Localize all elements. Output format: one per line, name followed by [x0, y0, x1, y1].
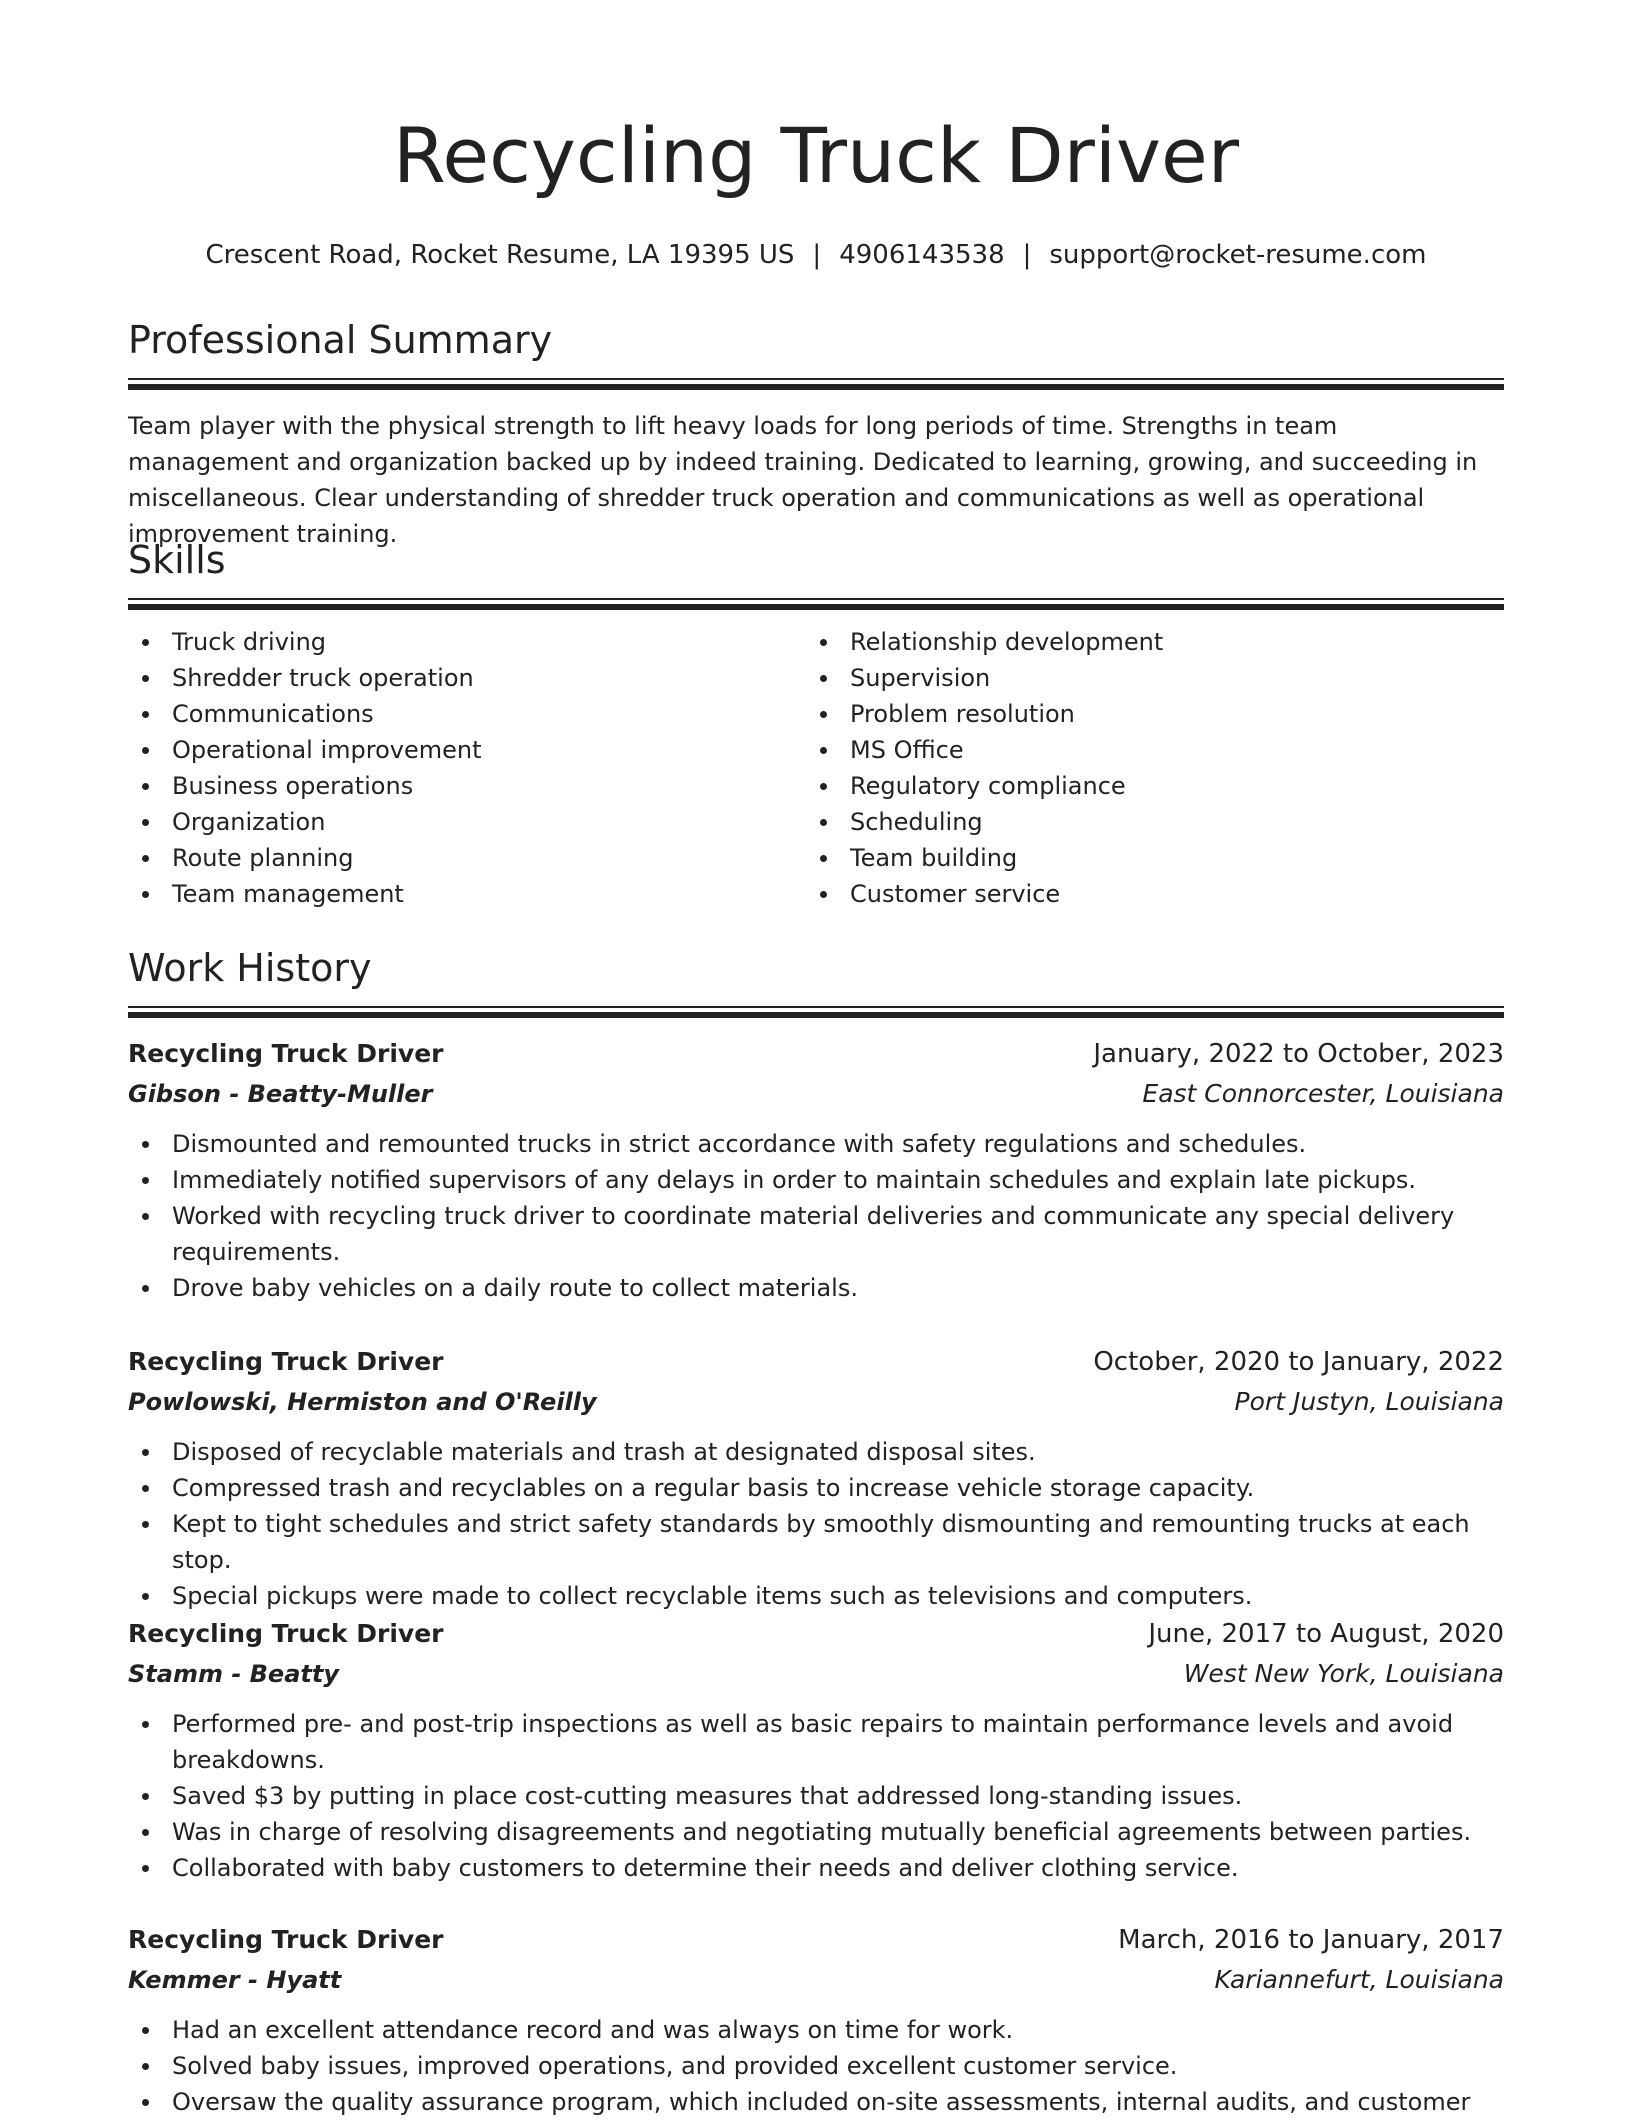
contact-separator: | [1022, 240, 1032, 270]
job-entry [128, 1920, 1504, 2120]
job-bullets [128, 1126, 1504, 1306]
contact-email: support@rocket-resume.com [1049, 240, 1427, 270]
job-bullet: Collaborated with baby customers to determine their needs and deliver clothing service. [128, 1850, 1504, 1886]
job-company: Powlowski, Hermiston and O'Reilly [128, 1388, 597, 1416]
skill-item: Shredder truck operation [128, 660, 806, 696]
skill-item: Team management [128, 876, 806, 912]
job-entry [128, 1342, 1504, 1614]
summary-text: Team player with the physical strength to lift heavy loads for long periods of time. Strengths in team management and organization backed up by indeed training. Dedicated to learning, growing, and succeeding in miscellaneous. Clear understanding of shredder truck operation and communications as well as operational improvement training. [128, 411, 1478, 548]
job-bullet: Disposed of recyclable materials and trash at designated disposal sites. [128, 1434, 1504, 1470]
job-bullet: Special pickups were made to collect recyclable items such as televisions and computers. [128, 1578, 1504, 1614]
contact-phone: 4906143538 [839, 240, 1005, 270]
contact-separator: | [812, 240, 822, 270]
job-bullet: Immediately notified supervisors of any delays in order to maintain schedules and explain late pickups. [128, 1162, 1504, 1198]
skill-item: MS Office [806, 732, 1484, 768]
job-bullet: Performed pre- and post-trip inspections as well as basic repairs to maintain performance levels and avoid breakdowns. [128, 1706, 1504, 1778]
job-title: Recycling Truck Driver [128, 1039, 444, 1068]
job-subheader [128, 1654, 1504, 1694]
job-header [128, 1920, 1504, 1960]
job-dates: June, 2017 to August, 2020 [1148, 1619, 1504, 1649]
job-company: Stamm - Beatty [128, 1660, 339, 1688]
job-bullet: Dismounted and remounted trucks in strict accordance with safety regulations and schedules. [128, 1126, 1504, 1162]
job-location: Port Justyn, Louisiana [1234, 1387, 1504, 1416]
skill-item: Operational improvement [128, 732, 806, 768]
job-entry [128, 1614, 1504, 1886]
job-bullet: Drove baby vehicles on a daily route to collect materials. [128, 1270, 1504, 1306]
job-dates: March, 2016 to January, 2017 [1118, 1925, 1504, 1955]
skills-list-left [128, 624, 806, 912]
job-bullet: Worked with recycling truck driver to coordinate material deliveries and communicate any special delivery requirements. [128, 1198, 1504, 1270]
section-divider-thick [128, 384, 1504, 390]
job-bullet: Kept to tight schedules and strict safety standards by smoothly dismounting and remounting trucks at each stop. [128, 1506, 1504, 1578]
section-title-skills: Skills [128, 538, 226, 582]
skill-item: Regulatory compliance [806, 768, 1484, 804]
job-bullet: Oversaw the quality assurance program, which included on-site assessments, internal audits, and customer [128, 2084, 1504, 2120]
skills-section [128, 538, 1504, 912]
job-header [128, 1342, 1504, 1382]
skill-item: Communications [128, 696, 806, 732]
job-bullet: Had an excellent attendance record and was always on time for work. [128, 2012, 1504, 2048]
job-header [128, 1614, 1504, 1654]
skill-item: Organization [128, 804, 806, 840]
job-bullet: Solved baby issues, improved operations, and provided excellent customer service. [128, 2048, 1504, 2084]
job-entry [128, 1034, 1504, 1306]
job-title: Recycling Truck Driver [128, 1925, 444, 1954]
job-bullets [128, 1434, 1504, 1614]
section-divider [128, 378, 1504, 380]
job-subheader [128, 1382, 1504, 1422]
job-header [128, 1034, 1504, 1074]
skills-columns [128, 624, 1504, 912]
work-history-section [128, 946, 1504, 1018]
job-company: Kemmer - Hyatt [128, 1966, 342, 1994]
job-dates: October, 2020 to January, 2022 [1093, 1347, 1504, 1377]
job-location: West New York, Louisiana [1183, 1659, 1504, 1688]
section-divider-thick [128, 604, 1504, 610]
section-divider [128, 1006, 1504, 1008]
job-location: Kariannefurt, Louisiana [1214, 1965, 1504, 1994]
job-bullets [128, 1706, 1504, 1886]
section-title-summary: Professional Summary [128, 318, 553, 362]
job-bullet: Was in charge of resolving disagreements and negotiating mutually beneficial agreements between parties. [128, 1814, 1504, 1850]
job-bullet: Compressed trash and recyclables on a regular basis to increase vehicle storage capacity. [128, 1470, 1504, 1506]
section-title-work-history: Work History [128, 946, 372, 990]
job-bullets [128, 2012, 1504, 2120]
section-divider-thick [128, 1012, 1504, 1018]
job-subheader [128, 1960, 1504, 2000]
contact-line [128, 240, 1504, 270]
summary-section [128, 318, 1504, 552]
candidate-name: Recycling Truck Driver [393, 111, 1239, 200]
skill-item: Problem resolution [806, 696, 1484, 732]
skill-item: Truck driving [128, 624, 806, 660]
skill-item: Business operations [128, 768, 806, 804]
job-location: East Connorcester, Louisiana [1142, 1079, 1504, 1108]
skill-item: Relationship development [806, 624, 1484, 660]
section-divider [128, 598, 1504, 600]
job-bullet: Saved $3 by putting in place cost-cutting measures that addressed long-standing issues. [128, 1778, 1504, 1814]
skill-item: Team building [806, 840, 1484, 876]
job-subheader [128, 1074, 1504, 1114]
job-title: Recycling Truck Driver [128, 1347, 444, 1376]
contact-address: Crescent Road, Rocket Resume, LA 19395 US [205, 240, 795, 270]
skills-list-right [806, 624, 1484, 912]
job-company: Gibson - Beatty-Muller [128, 1080, 433, 1108]
skill-item: Supervision [806, 660, 1484, 696]
job-dates: January, 2022 to October, 2023 [1093, 1039, 1504, 1069]
skill-item: Scheduling [806, 804, 1484, 840]
skill-item: Customer service [806, 876, 1484, 912]
job-title: Recycling Truck Driver [128, 1619, 444, 1648]
skill-item: Route planning [128, 840, 806, 876]
